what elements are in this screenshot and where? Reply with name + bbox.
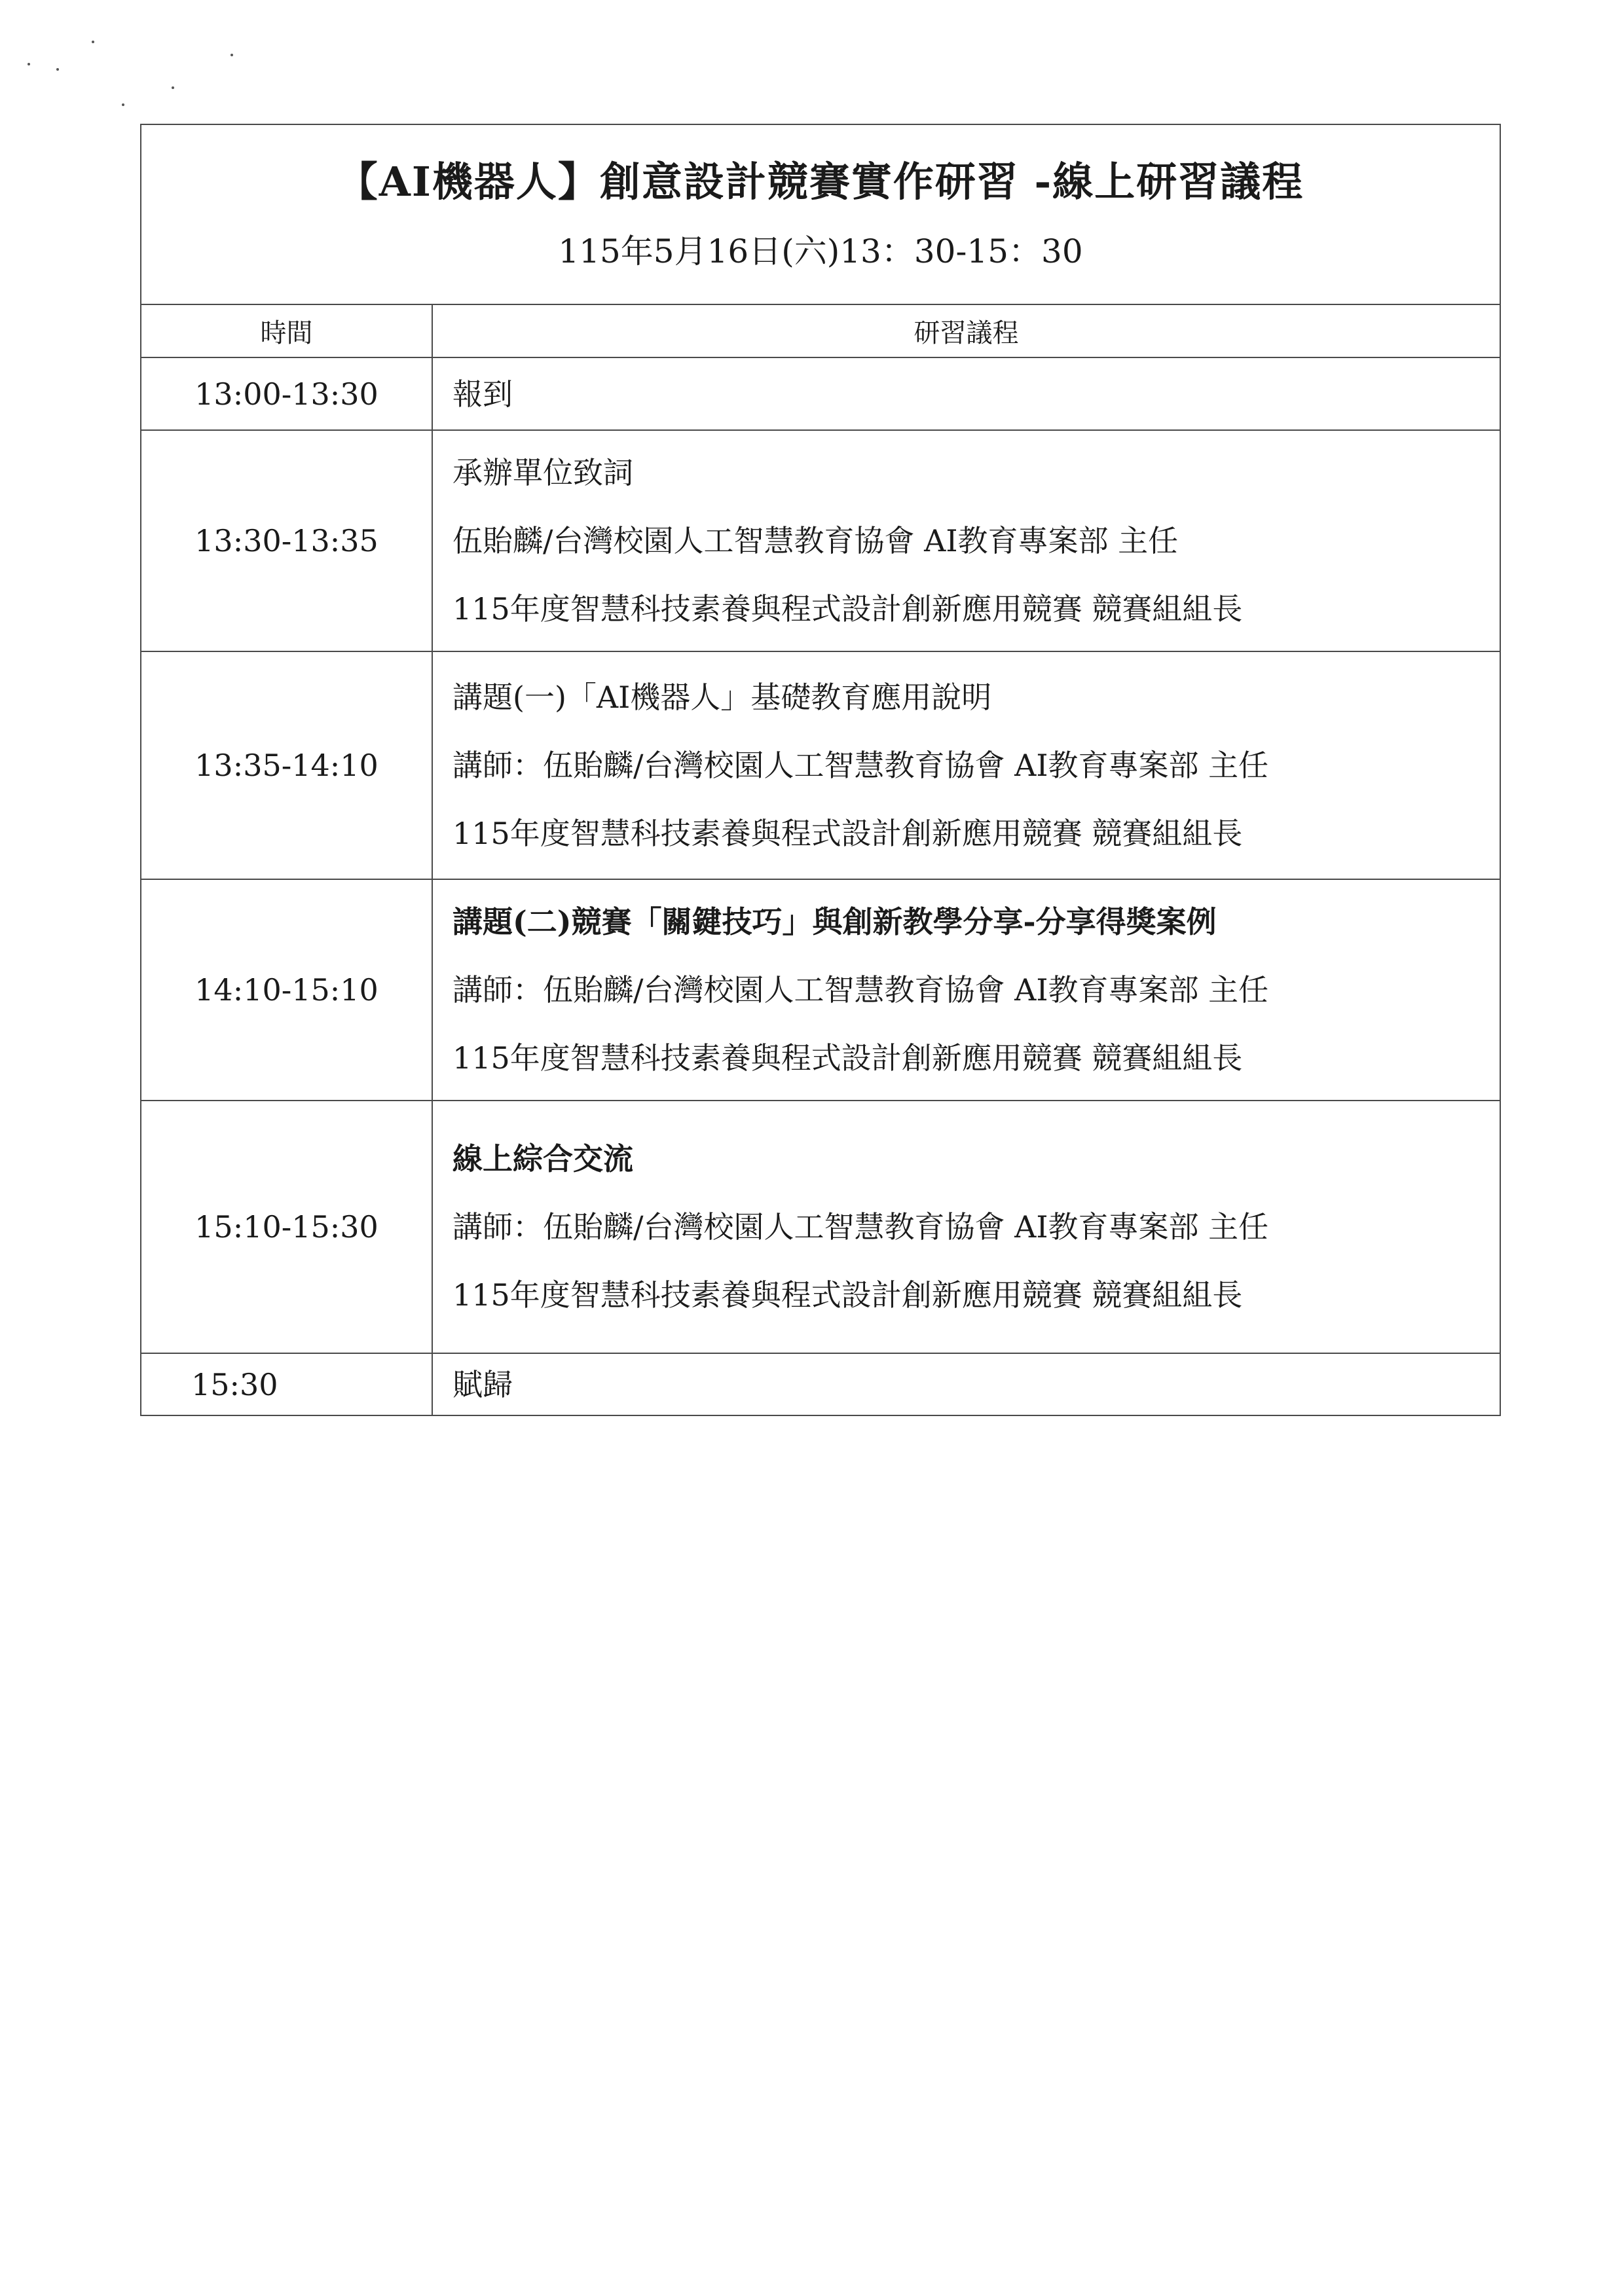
agenda-column-header: 研習議程 — [913, 318, 1019, 348]
agenda-topic-line: 線上綜合交流 — [452, 1141, 633, 1176]
agenda-line: 講師：伍貽麟/台灣校園人工智慧教育協會 AI教育專案部 主任 — [452, 1209, 1269, 1245]
agenda-cell — [433, 1101, 1500, 1353]
agenda-line: 115年度智慧科技素養與程式設計創新應用競賽 競賽組組長 — [452, 591, 1243, 627]
scan-speck — [92, 41, 94, 43]
scan-speck — [28, 63, 30, 65]
document-title: 【AI機器人】創意設計競賽實作研習 -線上研習議程 — [337, 158, 1304, 206]
time-cell: 13:35-14:10 — [141, 652, 433, 879]
agenda-line: 115年度智慧科技素養與程式設計創新應用競賽 競賽組組長 — [452, 1277, 1243, 1313]
table-header-row — [141, 305, 1500, 358]
table-row — [141, 652, 1500, 880]
table-row — [141, 431, 1500, 652]
scan-speck — [231, 54, 233, 56]
agenda-line: 講師：伍貽麟/台灣校園人工智慧教育協會 AI教育專案部 主任 — [452, 972, 1269, 1008]
scan-speck — [56, 68, 59, 71]
agenda-line: 承辦單位致詞 — [452, 455, 633, 490]
agenda-line: 講題(一)「AI機器人」基礎教育應用說明 — [452, 680, 992, 715]
table-row — [141, 1101, 1500, 1354]
agenda-table — [140, 124, 1501, 1416]
agenda-cell — [433, 358, 1500, 429]
scan-speck — [122, 103, 124, 106]
document-date: 115年5月16日(六)13：30-15：30 — [558, 232, 1083, 270]
agenda-topic-line: 講題(二)競賽「關鍵技巧」與創新教學分享-分享得獎案例 — [452, 904, 1217, 939]
agenda-cell — [433, 652, 1500, 879]
time-cell: 15:30 — [141, 1354, 433, 1415]
agenda-cell — [433, 1354, 1500, 1415]
agenda-line: 賦歸 — [452, 1366, 513, 1402]
agenda-line: 報到 — [452, 376, 513, 412]
time-cell: 13:30-13:35 — [141, 431, 433, 651]
scan-speck — [172, 86, 174, 89]
table-row — [141, 1354, 1500, 1415]
time-cell: 15:10-15:30 — [141, 1101, 433, 1353]
agenda-line: 115年度智慧科技素養與程式設計創新應用競賽 競賽組組長 — [452, 816, 1243, 851]
agenda-cell — [433, 431, 1500, 651]
agenda-line: 伍貽麟/台灣校園人工智慧教育協會 AI教育專案部 主任 — [452, 523, 1179, 558]
time-column-header: 時間 — [141, 305, 433, 357]
agenda-line: 115年度智慧科技素養與程式設計創新應用競賽 競賽組組長 — [452, 1040, 1243, 1076]
agenda-line: 講師：伍貽麟/台灣校園人工智慧教育協會 AI教育專案部 主任 — [452, 748, 1269, 783]
time-cell: 13:00-13:30 — [141, 358, 433, 429]
agenda-cell — [433, 880, 1500, 1100]
title-block — [141, 125, 1500, 305]
table-row — [141, 880, 1500, 1101]
time-cell: 14:10-15:10 — [141, 880, 433, 1100]
table-row — [141, 358, 1500, 431]
